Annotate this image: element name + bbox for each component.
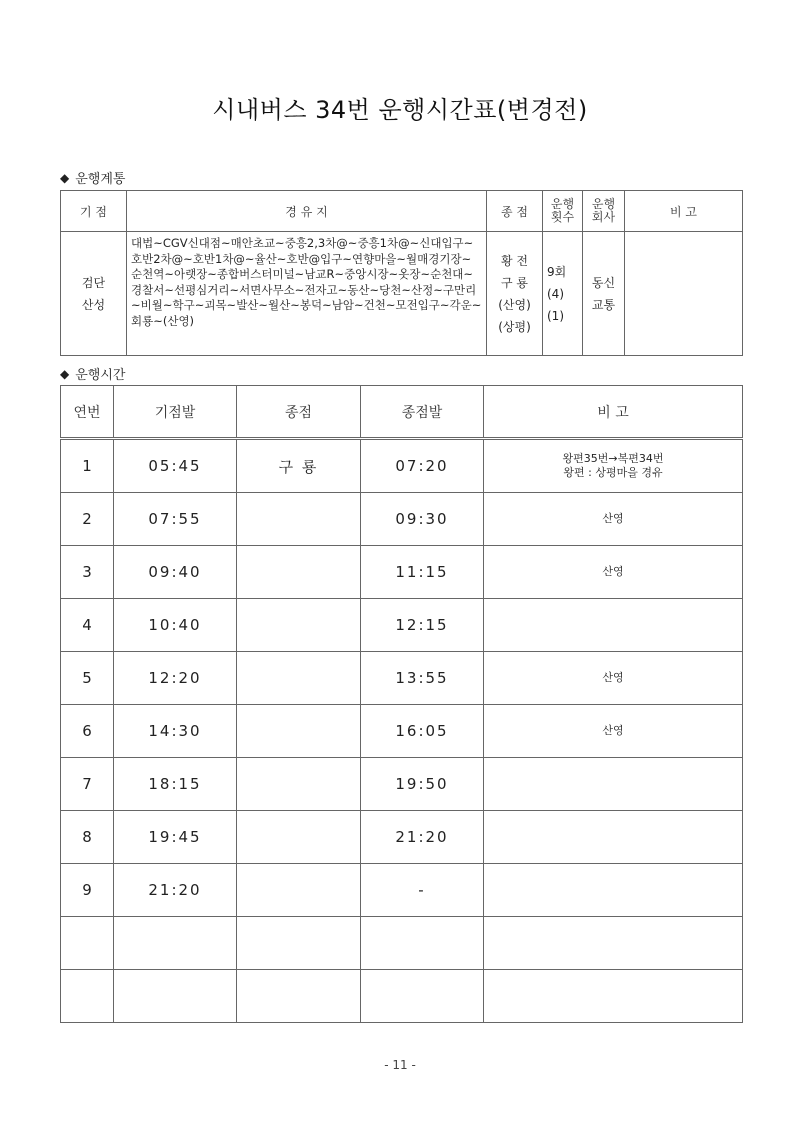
row-seq bbox=[61, 970, 114, 1023]
row-terminus bbox=[237, 705, 361, 758]
diamond-bullet-icon: ◆ bbox=[60, 170, 70, 185]
row-seq: 5 bbox=[61, 652, 114, 705]
header-via: 경 유 지 bbox=[127, 191, 487, 232]
row-terminus-depart bbox=[361, 917, 484, 970]
row-remarks bbox=[484, 811, 743, 864]
header-remarks: 비 고 bbox=[625, 191, 743, 232]
row-remarks: 산영 bbox=[484, 705, 743, 758]
row-depart: 21:20 bbox=[114, 864, 237, 917]
row-remarks bbox=[484, 864, 743, 917]
row-remarks bbox=[484, 917, 743, 970]
row-depart: 14:30 bbox=[114, 705, 237, 758]
header-seq: 연번 bbox=[61, 386, 114, 439]
row-depart: 05:45 bbox=[114, 439, 237, 493]
row-seq: 1 bbox=[61, 439, 114, 493]
route-remarks bbox=[625, 232, 743, 356]
row-seq: 9 bbox=[61, 864, 114, 917]
row-terminus: 구 룡 bbox=[237, 439, 361, 493]
row-terminus bbox=[237, 493, 361, 546]
header-company: 운행 회사 bbox=[583, 191, 625, 232]
row-depart: 19:45 bbox=[114, 811, 237, 864]
row-remarks bbox=[484, 599, 743, 652]
route-terminus: 황 전 구 룡 (산영) (상평) bbox=[487, 232, 543, 356]
row-seq: 6 bbox=[61, 705, 114, 758]
row-remarks: 산영 bbox=[484, 493, 743, 546]
row-remarks: 산영 bbox=[484, 546, 743, 599]
row-remarks: 산영 bbox=[484, 652, 743, 705]
route-company: 동신 교통 bbox=[583, 232, 625, 356]
row-terminus-depart: 07:20 bbox=[361, 439, 484, 493]
row-seq: 3 bbox=[61, 546, 114, 599]
header-depart: 기점발 bbox=[114, 386, 237, 439]
row-depart: 10:40 bbox=[114, 599, 237, 652]
schedule-header bbox=[61, 386, 743, 439]
route-row bbox=[61, 232, 743, 356]
row-terminus-depart: 11:15 bbox=[361, 546, 484, 599]
row-depart: 12:20 bbox=[114, 652, 237, 705]
table-row bbox=[61, 811, 743, 864]
row-terminus-depart: 16:05 bbox=[361, 705, 484, 758]
table-row bbox=[61, 705, 743, 758]
row-terminus-depart bbox=[361, 970, 484, 1023]
table-row bbox=[61, 917, 743, 970]
table-row bbox=[61, 493, 743, 546]
row-depart: 09:40 bbox=[114, 546, 237, 599]
row-seq bbox=[61, 917, 114, 970]
row-depart: 07:55 bbox=[114, 493, 237, 546]
row-depart bbox=[114, 970, 237, 1023]
route-table-header bbox=[61, 191, 743, 232]
header-terminus-depart: 종점발 bbox=[361, 386, 484, 439]
table-row bbox=[61, 970, 743, 1023]
row-seq: 2 bbox=[61, 493, 114, 546]
row-terminus bbox=[237, 864, 361, 917]
row-remarks: 왕편35번→복편34번 왕편 : 상평마을 경유 bbox=[484, 439, 743, 493]
row-terminus bbox=[237, 652, 361, 705]
route-table bbox=[60, 190, 743, 356]
row-terminus-depart: 09:30 bbox=[361, 493, 484, 546]
row-terminus bbox=[237, 546, 361, 599]
table-row bbox=[61, 652, 743, 705]
route-section-label bbox=[60, 168, 125, 187]
row-remarks bbox=[484, 758, 743, 811]
route-trips: 9회 (4) (1) bbox=[543, 232, 583, 356]
table-row bbox=[61, 864, 743, 917]
page-title: 시내버스 34번 운행시간표(변경전) bbox=[212, 96, 588, 124]
row-terminus-depart: 19:50 bbox=[361, 758, 484, 811]
row-terminus-depart: 12:15 bbox=[361, 599, 484, 652]
row-terminus bbox=[237, 599, 361, 652]
row-depart: 18:15 bbox=[114, 758, 237, 811]
route-section-title: 운행계통 bbox=[75, 172, 126, 187]
row-seq: 8 bbox=[61, 811, 114, 864]
table-row bbox=[61, 758, 743, 811]
row-terminus-depart: 21:20 bbox=[361, 811, 484, 864]
diamond-bullet-icon: ◆ bbox=[60, 366, 70, 381]
row-depart bbox=[114, 917, 237, 970]
schedule-table bbox=[60, 385, 743, 1023]
header-terminus: 종 점 bbox=[487, 191, 543, 232]
row-seq: 4 bbox=[61, 599, 114, 652]
row-terminus bbox=[237, 970, 361, 1023]
schedule-section-label bbox=[60, 364, 125, 383]
row-terminus-depart: 13:55 bbox=[361, 652, 484, 705]
route-origin: 검단 산성 bbox=[61, 232, 127, 356]
row-terminus bbox=[237, 917, 361, 970]
schedule-section-title: 운행시간 bbox=[75, 368, 126, 383]
header-trips: 운행 횟수 bbox=[543, 191, 583, 232]
row-terminus bbox=[237, 758, 361, 811]
row-remarks bbox=[484, 970, 743, 1023]
header-terminus: 종점 bbox=[237, 386, 361, 439]
table-row bbox=[61, 599, 743, 652]
table-row bbox=[61, 439, 743, 493]
route-via: 대법~CGV신대점~매안초교~중흥2,3차@~중흥1차@~신대입구~호반2차@~호반1차@~율산~호반@입구~연향마을~월매경기장~순천역~아랫장~종합버스터미널~남교R~중앙시장~옷장~순천대~경찰서~선평심거리~서면사무소~전자고~동산~당천~산정~구만리~비월~학구~괴목~발산~월산~봉덕~남암~건천~모전입구~각운~회룡~(산영) bbox=[127, 232, 487, 356]
table-row bbox=[61, 546, 743, 599]
row-terminus bbox=[237, 811, 361, 864]
page-number: - 11 - bbox=[384, 1058, 416, 1072]
header-remarks: 비 고 bbox=[484, 386, 743, 439]
row-terminus-depart: - bbox=[361, 864, 484, 917]
header-origin: 기 점 bbox=[61, 191, 127, 232]
row-seq: 7 bbox=[61, 758, 114, 811]
